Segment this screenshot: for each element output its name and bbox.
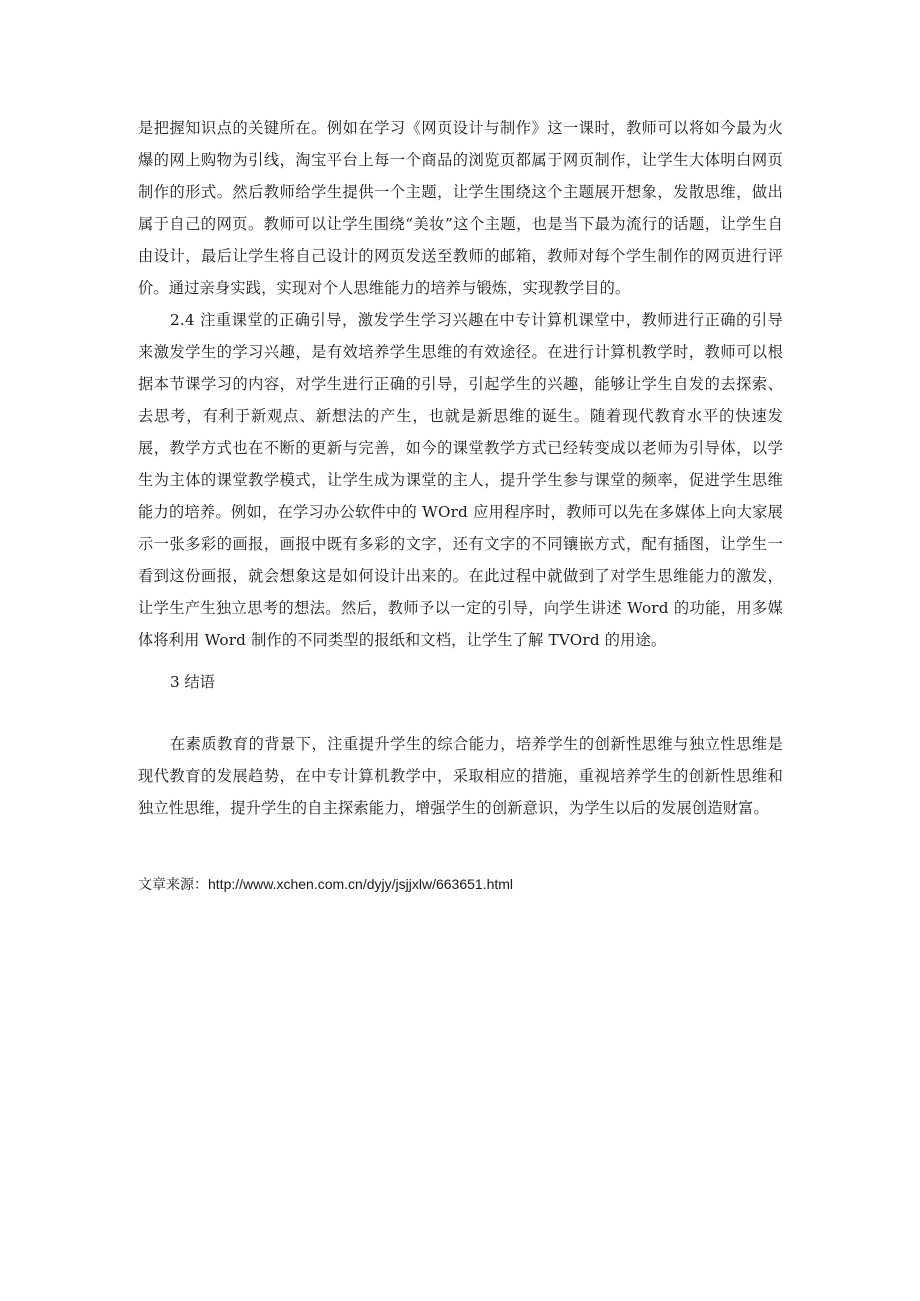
source-url: http://www.xchen.com.cn/dyjy/jsjjxlw/663651.html — [208, 876, 514, 892]
source-label: 文章来源： — [138, 877, 208, 893]
section-heading-conclusion: 3 结语 — [170, 673, 215, 691]
paragraph-intro-continuation: 是把握知识点的关键所在。例如在学习《网页设计与制作》这一课时，教师可以将如今最为火爆的网上购物为引线，淘宝平台上每一个商品的浏览页都属于网页制作，让学生大体明白网页制作的形式。然后教师给学生提供一个主题，让学生围绕这个主题展开想象，发散思维，做出属于自己的网页。教师可以让学生围绕“美妆”这个主题，也是当下最为流行的话题，让学生自由设计，最后让学生将自己设计的网页发送至教师的邮箱，教师对每个学生制作的网页进行评价。通过亲身实践，实现对个人思维能力的培养与锻炼，实现教学目的。 — [138, 119, 783, 297]
paragraph-section-2-4: 2.4 注重课堂的正确引导，激发学生学习兴趣在中专计算机课堂中，教师进行正确的引导来激发学生的学习兴趣，是有效培养学生思维的有效途径。在进行计算机教学时，教师可以根据本节课学习的内容，对学生进行正确的引导，引起学生的兴趣，能够让学生自发的去探索、去思考，有利于新观点、新想法的产生，也就是新思维的诞生。随着现代教育水平的快速发展，教学方式也在不断的更新与完善，如今的课堂教学方式已经转变成以老师为引导体，以学生为主体的课堂教学模式，让学生成为课堂的主人，提升学生参与课堂的频率，促进学生思维能力的培养。例如，在学习办公软件中的 WOrd 应用程序时，教师可以先在多媒体上向大家展示一张多彩的画报，画报中既有多彩的文字，还有文字的不同镶嵌方式，配有插图，让学生一看到这份画报，就会想象这是如何设计出来的。在此过程中就做到了对学生思维能力的激发，让学生产生独立思考的想法。然后，教师予以一定的引导，向学生讲述 Word 的功能，用多媒体将利用 Word 制作的不同类型的报纸和文档，让学生了解 TVOrd 的用途。 — [138, 311, 783, 649]
article-source — [138, 872, 783, 897]
document-page — [138, 112, 783, 897]
paragraph-conclusion: 在素质教育的背景下，注重提升学生的综合能力，培养学生的创新性思维与独立性思维是现代教育的发展趋势，在中专计算机教学中，采取相应的措施，重视培养学生的创新性思维和独立性思维，提升学生的自主探索能力，增强学生的创新意识，为学生以后的发展创造财富。 — [138, 735, 783, 817]
